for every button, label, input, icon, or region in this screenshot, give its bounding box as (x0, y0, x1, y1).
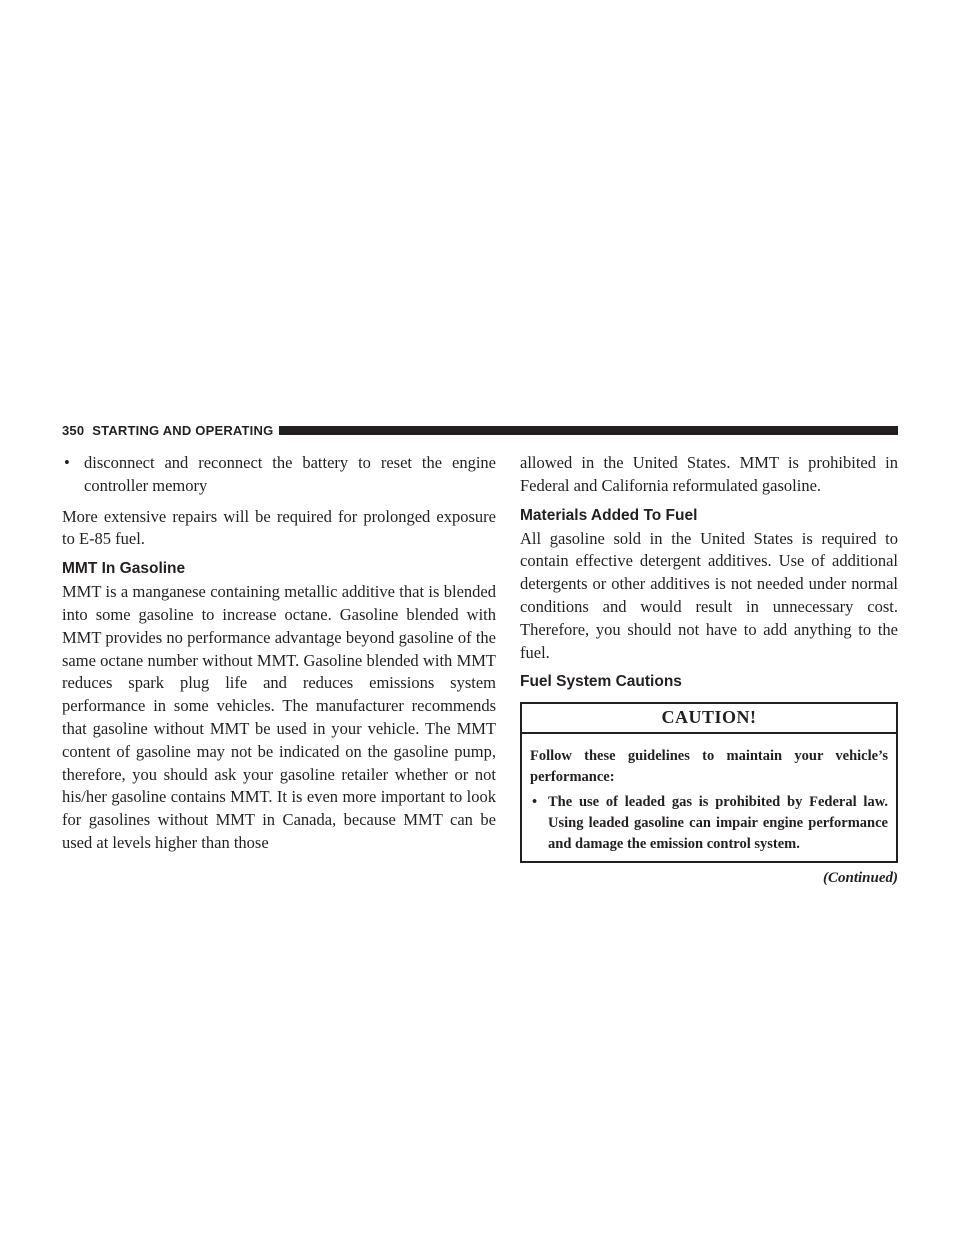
header-rule (279, 426, 898, 435)
left-column (62, 452, 496, 863)
bullet-dot: • (64, 453, 70, 472)
bullet-item (62, 452, 496, 498)
caution-bullet-text: The use of leaded gas is prohibited by Federal law. Using leaded gasoline can impair engine performance and damage the emission control system. (548, 794, 888, 853)
heading-fuel-cautions: Fuel System Cautions (520, 673, 682, 691)
paragraph-e85: More extensive repairs will be required for prolonged exposure to E-85 fuel. (62, 506, 496, 549)
caution-bullet (530, 792, 888, 855)
bullet-text: disconnect and reconnect the battery to reset the engine controller memory (84, 453, 496, 495)
paragraph-mmt: MMT is a manganese containing metallic additive that is blended into some gasoline to increase octane. Gasoline blended with MMT provides no performance advantage beyond gasoline of the same octane number without MMT. Gasoline blended with MMT reduces spark plug life and reduces emissions system performance in some vehicles. The manufacturer recommends that gasoline without MMT be used in your vehicle. The MMT content of gasoline may not be indicated on the gasoline pump, therefore, you should ask your gasoline retailer whether or not his/her gasoline contains MMT. It is even more important to look for gasolines without MMT in Canada, because MMT can be used at levels higher than those (62, 582, 496, 852)
continued-label: (Continued) (822, 870, 898, 887)
caution-box (520, 702, 898, 863)
caution-title: CAUTION! (522, 704, 896, 734)
caution-intro: Follow these guidelines to maintain your vehicle’s performance: (530, 748, 888, 786)
section-title: STARTING AND OPERATING (92, 422, 274, 438)
paragraph-materials: All gasoline sold in the United States is required to contain effective detergent additives. Use of additional detergents or other additives is not needed under normal conditions and would result in unnecessary cost. Therefore, you should not have to add anything to the fuel. (520, 528, 898, 662)
right-column (520, 452, 898, 890)
bullet-dot: • (532, 794, 538, 811)
page-header (62, 420, 898, 440)
page-number: 350 (62, 422, 85, 438)
heading-mmt: MMT In Gasoline (62, 560, 186, 578)
caution-body (522, 734, 896, 861)
paragraph-mmt-cont: allowed in the United States. MMT is prohibited in Federal and California reformulated gasoline. (520, 453, 898, 495)
heading-materials: Materials Added To Fuel (520, 506, 698, 524)
